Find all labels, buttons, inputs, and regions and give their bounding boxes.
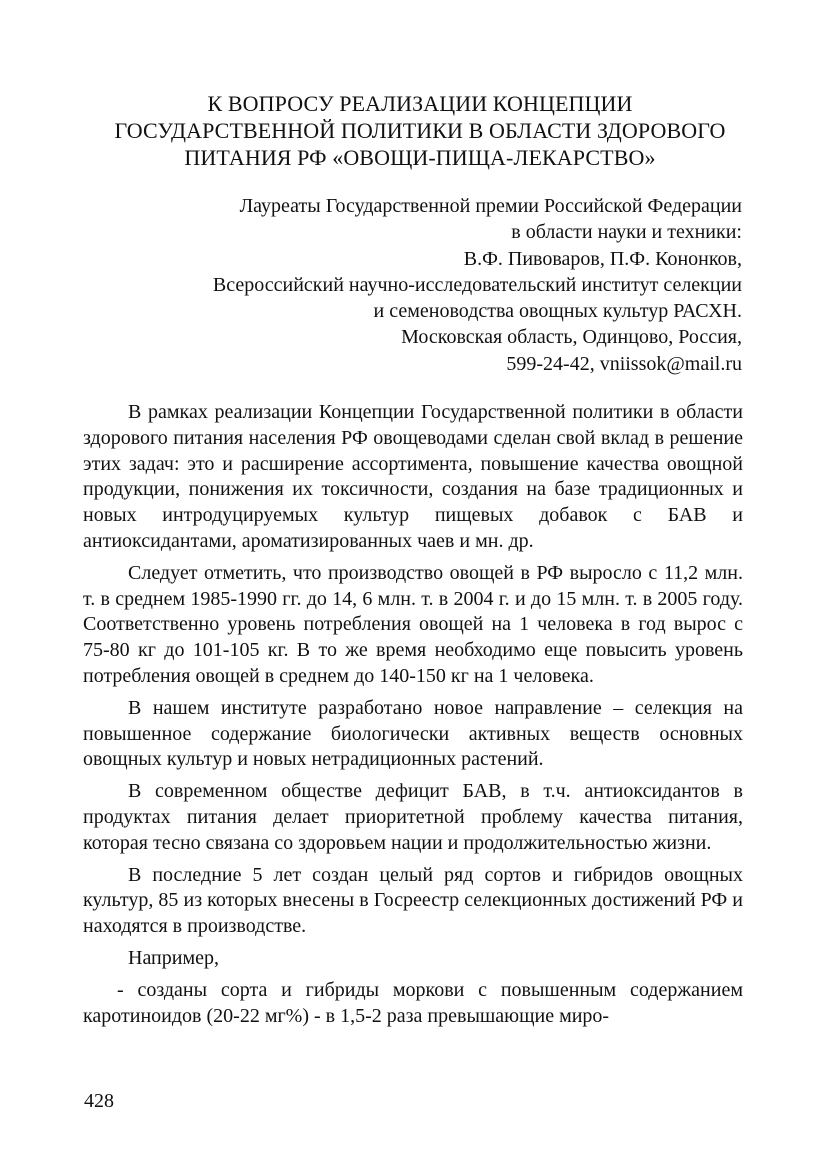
author-block — [213, 193, 742, 377]
title-line: ГОСУДАРСТВЕННОЙ ПОЛИТИКИ В ОБЛАСТИ ЗДОРОВОГО — [114, 118, 726, 143]
paragraph: Следует отметить, что производство овощей в РФ выросло с 11,2 млн. т. в среднем 1985-1990 гг. до 14, 6 млн. т. в 2004 г. и до 15 млн. т. в 2005 году. Соответственно уровень потребления овощей на 1 человека в год вырос с 75-80 кг до 101-105 кг. В то же время необходимо еще повысить уровень потребления овощей в среднем до 140-150 кг на 1 человека. — [83, 561, 743, 687]
paragraph: В последние 5 лет создан целый ряд сортов и гибридов овощных культур, 85 из которых внесены в Госреестр селекционных достижений РФ и находятся в производстве. — [83, 863, 743, 938]
paragraph: В нашем институте разработано новое направление – селекция на повышенное содержание биологически активных веществ основных овощных культур и новых нетрадиционных растений. — [83, 696, 743, 771]
paragraph: Например, — [128, 946, 219, 969]
contact-line: 599-24-42, vniissok@mail.ru — [506, 352, 742, 375]
article-title — [60, 90, 780, 171]
paragraph: В рамках реализации Концепции Государственной политики в области здорового питания населения РФ овощеводами сделан свой вклад в решение этих задач: это и расширение ассортимента, повышение качества овощной продукции, понижения их токсичности, создания на базе традиционных и новых интродуцируемых культур пищевых добавок с БАВ и антиоксидантами, ароматизированных чаев и мн. др. — [83, 401, 743, 552]
title-line: ПИТАНИЯ РФ «ОВОЩИ-ПИЩА-ЛЕКАРСТВО» — [184, 145, 656, 170]
paragraph: В современном обществе дефицит БАВ, в т.ч. антиоксидантов в продуктах питания делает приоритетной проблему качества питания, которая тесно связана со здоровьем нации и продолжительностью жизни. — [83, 780, 743, 854]
location-line: Московская область, Одинцово, Россия, — [401, 326, 742, 349]
page-number: 428 — [84, 1090, 114, 1112]
list-item: - созданы сорта и гибриды моркови с повышенным содержанием каротиноидов (20-22 мг%) - в 1,5-2 раза превышающие миро- — [83, 978, 743, 1027]
article-body — [83, 400, 743, 1035]
affiliation-line: и семеноводства овощных культур РАСХН. — [373, 300, 742, 323]
affiliation-line: Всероссийский научно-исследовательский институт селекции — [212, 273, 742, 296]
author-line: в области науки и техники: — [511, 221, 742, 244]
author-names: В.Ф. Пивоваров, П.Ф. Кононков, — [463, 247, 742, 270]
title-line: К ВОПРОСУ РЕАЛИЗАЦИИ КОНЦЕПЦИИ — [207, 91, 633, 116]
author-line: Лауреаты Государственной премии Российской Федерации — [239, 195, 742, 217]
